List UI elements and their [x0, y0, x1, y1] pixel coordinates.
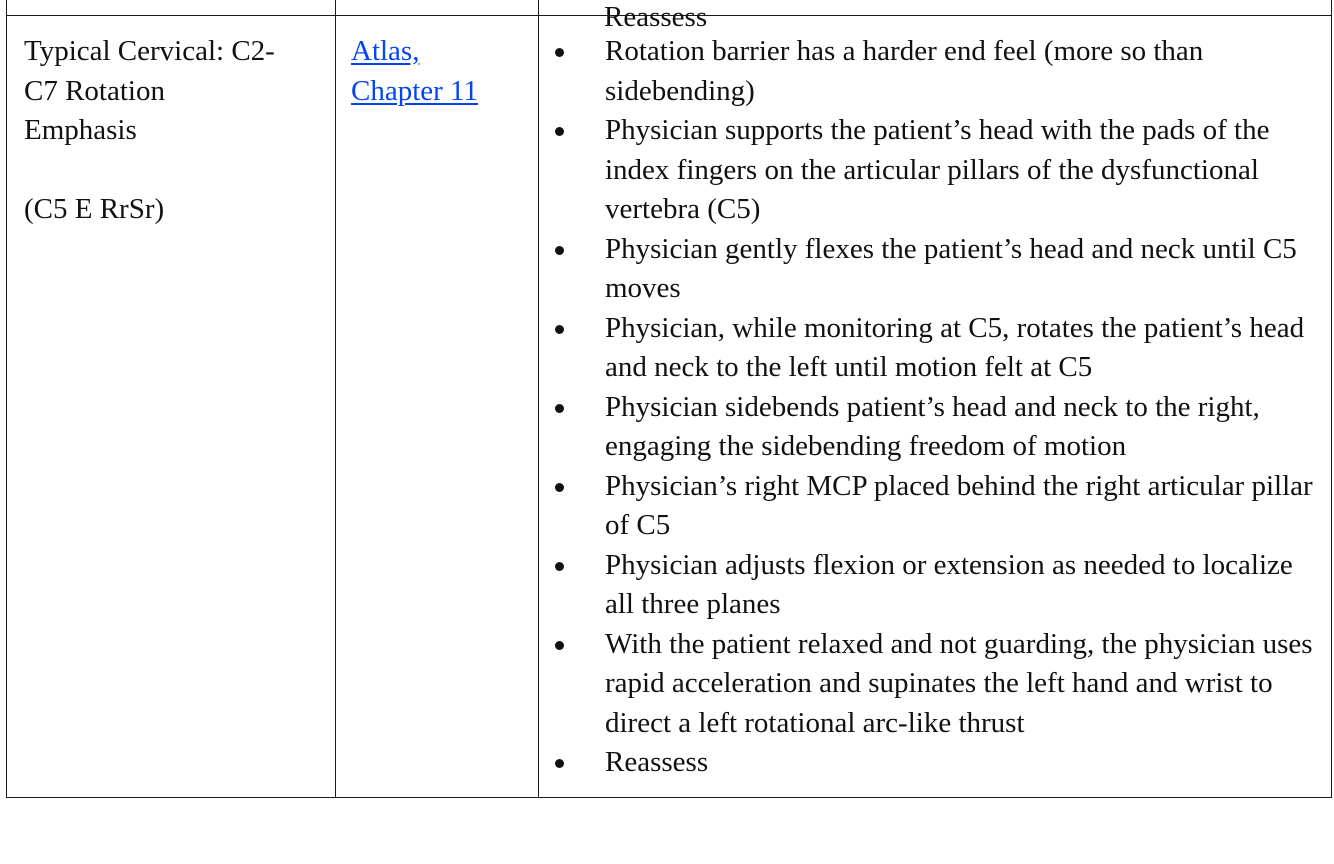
- bullet-icon: [555, 48, 564, 57]
- step-text: Physician, while monitoring at C5, rotates the patient’s head and neck to the left until motion felt at C5: [605, 311, 1305, 383]
- previous-row-steps-cell: [539, 0, 1332, 33]
- atlas-chapter-link-line: Atlas,: [351, 35, 420, 67]
- step-text: Physician’s right MCP placed behind the right articular pillar of C5: [605, 469, 1313, 541]
- step-text: Physician supports the patient’s head with the pads of the index fingers on the articular pillars of the dysfunctional vertebra (C5): [605, 114, 1270, 225]
- reference-cell: [336, 16, 539, 798]
- technique-table: [6, 0, 1332, 798]
- diagnosis-label: (C5 E RrSr): [24, 193, 165, 225]
- list-item: [539, 546, 1315, 625]
- step-text: Physician gently flexes the patient’s head and neck until C5 moves: [605, 232, 1297, 304]
- technique-row: [7, 16, 1332, 798]
- list-item: [539, 32, 1315, 111]
- step-text: With the patient relaxed and not guarding, the physician uses rapid acceleration and supinates the left hand and wrist to direct a left rotational arc-like thrust: [605, 627, 1313, 739]
- step-text: Reassess: [605, 746, 709, 778]
- bullet-icon: [555, 127, 564, 136]
- list-item: [539, 111, 1315, 230]
- previous-row-reference-cell: [336, 0, 539, 16]
- step-text: Physician sidebends patient’s head and neck to the right, engaging the sidebending freedom of motion: [605, 390, 1260, 462]
- bullet-icon: [555, 404, 564, 413]
- atlas-chapter-link[interactable]: [351, 32, 478, 111]
- technique-name-line: C7 Rotation: [24, 74, 165, 107]
- step-text: Physician adjusts flexion or extension as needed to localize all three planes: [605, 548, 1293, 620]
- bullet-icon: [555, 483, 564, 492]
- list-item: [539, 309, 1315, 388]
- technique-name-line: Typical Cervical: C2-: [24, 35, 275, 67]
- bullet-icon: [555, 759, 564, 768]
- list-item: [539, 467, 1315, 546]
- steps-list: [539, 32, 1315, 783]
- technique-name-cell: [7, 16, 336, 798]
- step-text: Rotation barrier has a harder end feel (more so than sidebending): [605, 35, 1204, 107]
- list-item: [539, 388, 1315, 467]
- previous-row: [7, 0, 1332, 16]
- list-item: [539, 625, 1315, 744]
- bullet-icon: [555, 641, 564, 650]
- list-item: [539, 230, 1315, 309]
- atlas-chapter-link-line: Chapter 11: [351, 74, 478, 107]
- bullet-icon: [555, 562, 564, 571]
- list-item: [539, 743, 1315, 783]
- bullet-icon: [555, 246, 564, 255]
- previous-row-last-step: Reassess: [604, 0, 708, 33]
- spacer: [24, 151, 329, 191]
- technique-name-line: Emphasis: [24, 114, 137, 146]
- bullet-icon: [555, 325, 564, 334]
- steps-cell: [539, 16, 1332, 798]
- previous-row-name-cell: [7, 0, 336, 16]
